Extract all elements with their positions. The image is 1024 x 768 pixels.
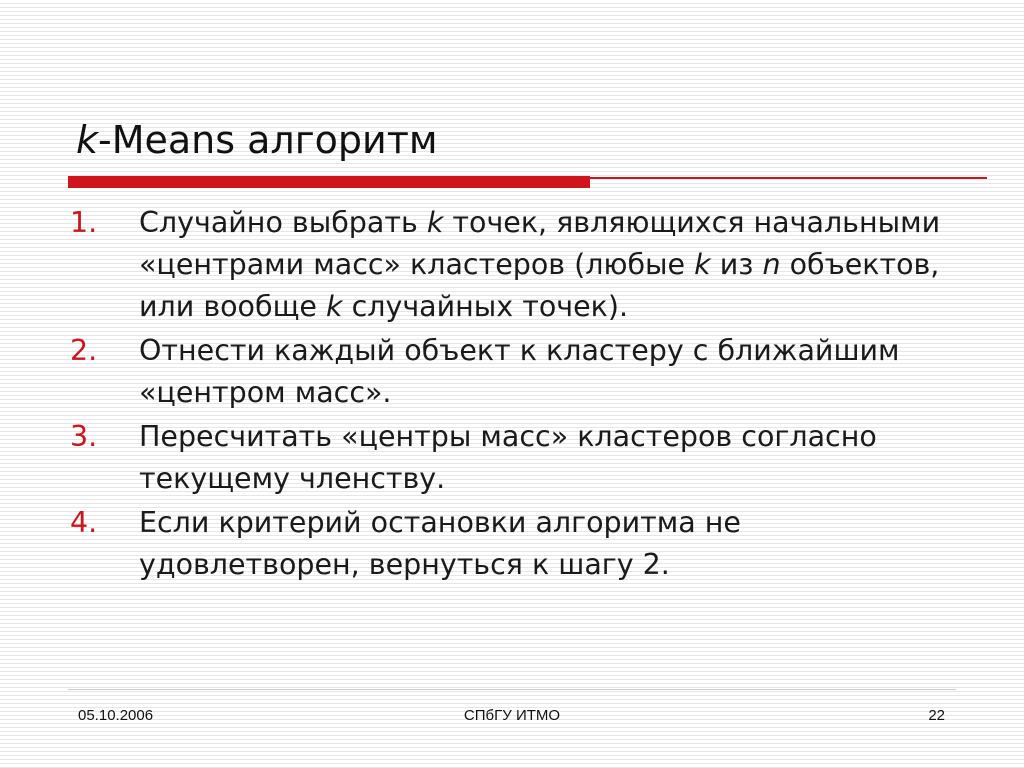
step-text-segment: Случайно выбрать [139,206,427,239]
step-number: 3. [70,420,98,453]
slide-title [76,112,438,168]
step-number: 1. [70,206,98,239]
footer-page-number: 22 [928,707,945,724]
step-text [139,420,877,495]
step-text-variable: k [326,290,343,323]
step-number: 2. [70,334,98,367]
slide-title-text: -Means алгоритм [98,118,438,162]
footer-divider [68,689,956,690]
footer-date: 05.10.2006 [78,707,154,724]
step-text-segment: из [710,248,763,281]
step-text-segment: Если критерий остановки алгоритма не удовлетворен, вернуться к шагу 2. [139,506,741,581]
step-text-variable: k [426,206,444,239]
algorithm-steps-list [70,202,950,588]
title-underline-thick [68,176,590,188]
step-text [139,206,940,323]
step-number: 4. [70,506,98,539]
step-text-segment: Пересчитать «центры масс» кластеров согласно текущему членству. [139,420,877,495]
step-item [70,330,950,414]
step-text-segment: точек, являющихся начальными «центрами масс» кластеров (любые [139,206,941,281]
step-item [70,416,950,500]
step-text-variable: k [694,248,711,281]
footer-organization: СПбГУ ИТМО [463,707,561,724]
step-text-segment: Отнести каждый объект к кластеру с ближайшим «центром масс». [139,334,900,409]
slide-title-italic-k: k [76,118,99,162]
step-text [139,506,741,581]
step-text-segment: случайных точек). [342,290,629,323]
step-text-segment: объектов, или вообще [139,248,940,323]
step-text [139,334,900,409]
step-item [70,202,950,328]
step-text-variable: n [762,248,781,281]
step-item [70,502,950,586]
